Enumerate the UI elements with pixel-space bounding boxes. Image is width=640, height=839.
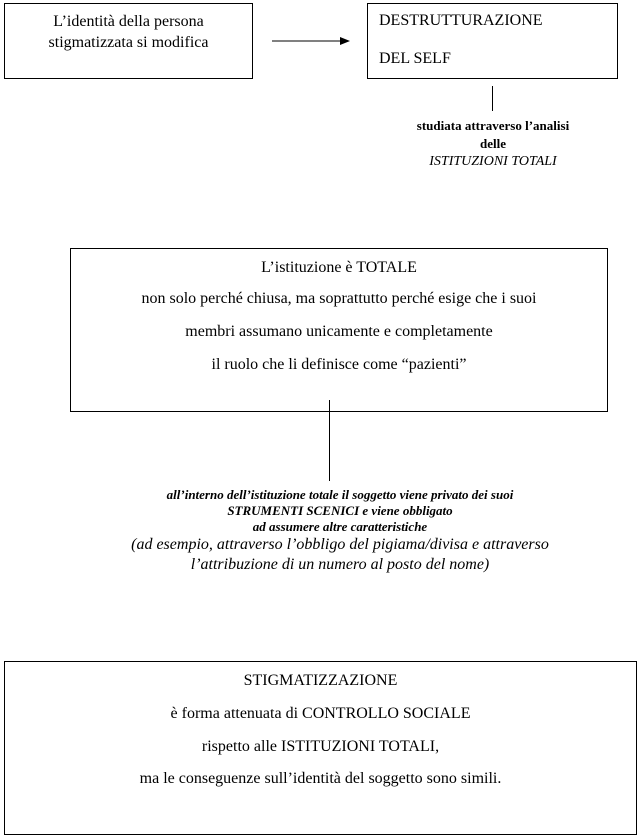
total-institution-box bbox=[70, 248, 608, 412]
total-institution-line-2: non solo perché chiusa, ma soprattutto perché esige che i suoi bbox=[141, 290, 537, 307]
stigmatization-box bbox=[4, 661, 637, 835]
stigmatization-line-2: è forma attenuata di CONTROLLO SOCIALE bbox=[170, 705, 471, 722]
annotation-1-line-2: delle bbox=[480, 136, 506, 151]
right-arrow-icon bbox=[272, 34, 352, 48]
identity-change-line-1: L’identità della persona bbox=[53, 13, 204, 30]
connector-line-1 bbox=[492, 86, 493, 111]
total-institution-title: L’istituzione è TOTALE bbox=[261, 259, 417, 276]
scenic-tools-annotation bbox=[40, 487, 640, 575]
stigmatization-title: STIGMATIZZAZIONE bbox=[243, 672, 398, 689]
connector-line-2 bbox=[329, 400, 330, 481]
identity-change-box bbox=[4, 3, 253, 79]
annotation-2-line-3: ad assumere altre caratteristiche bbox=[252, 519, 428, 534]
annotation-1-line-3: ISTITUZIONI TOTALI bbox=[429, 154, 557, 169]
self-destructuring-box bbox=[367, 3, 618, 79]
self-destructuring-line-2: DEL SELF bbox=[379, 50, 451, 67]
total-institution-line-4: il ruolo che li definisce come “pazienti” bbox=[211, 356, 467, 373]
stigmatization-line-3: rispetto alle ISTITUZIONI TOTALI, bbox=[201, 738, 440, 755]
annotation-2-line-5: l’attribuzione di un numero al posto del nome) bbox=[190, 556, 490, 573]
total-institutions-annotation bbox=[380, 117, 606, 171]
identity-change-text bbox=[5, 11, 252, 53]
self-destructuring-line-1: DESTRUTTURAZIONE bbox=[379, 12, 543, 29]
total-institution-line-3: membri assumano unicamente e completamente bbox=[185, 323, 493, 340]
annotation-2-line-1: all’interno dell’istituzione totale il soggetto viene privato dei suoi bbox=[166, 487, 514, 502]
annotation-1-line-1: studiata attraverso l’analisi bbox=[416, 118, 570, 133]
stigmatization-line-4: ma le conseguenze sull’identità del soggetto sono simili. bbox=[139, 770, 502, 787]
identity-change-line-2: stigmatizzata si modifica bbox=[48, 34, 209, 51]
annotation-2-line-2: STRUMENTI SCENICI e viene obbligato bbox=[227, 503, 453, 518]
annotation-2-line-4: (ad esempio, attraverso l’obbligo del pigiama/divisa e attraverso bbox=[131, 536, 549, 553]
